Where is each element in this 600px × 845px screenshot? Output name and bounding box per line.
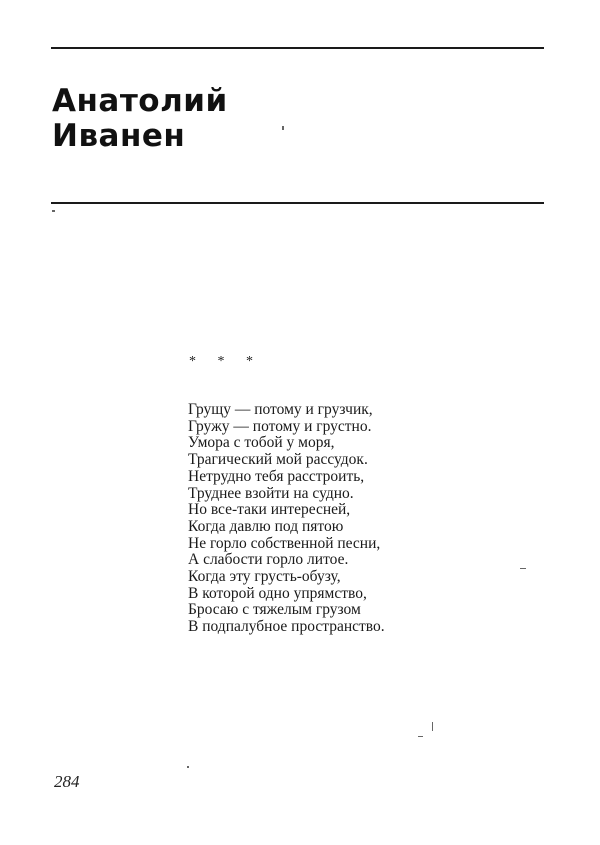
scan-speck [282,126,284,130]
scan-speck [187,766,189,768]
poem-line: Грущу — потому и грузчик, [188,401,373,418]
page-number: 284 [54,772,80,791]
poem-line: А слабости горло литое. [188,551,349,569]
poem-line: Когда давлю под пятою [188,517,344,535]
poem-line: Когда эту грусть-обузу, [188,568,341,586]
poem-line: Бросаю с тяжелым грузом [188,601,361,619]
poem-line: Трагический мой рассудок. [188,451,368,469]
scan-speck [432,722,433,731]
poem-line: В которой одно упрямство, [188,584,367,602]
header-bottom-rule [51,202,544,204]
scan-speck [520,568,526,569]
poem-line: Не горло собственной песни, [188,534,381,552]
author-name [52,84,228,154]
scan-speck [418,736,423,737]
scan-speck [52,210,55,212]
poem-line: Нетрудно тебя расстроить, [188,467,365,485]
poem-body [188,402,385,636]
poem-line: Умора с тобой у моря, [188,434,335,452]
poem-line: В подпалубное пространство. [188,618,385,636]
author-first-name: Анатолий [52,83,228,119]
author-last-name: Иванен [52,118,186,154]
poem-separator: * * * [189,354,262,369]
poem-line: Гружу — потому и грустно. [188,417,372,435]
poem-line: Труднее взойти на судно. [188,484,354,502]
poem-line: Но все-таки интересней, [188,501,351,519]
top-rule [51,47,544,49]
